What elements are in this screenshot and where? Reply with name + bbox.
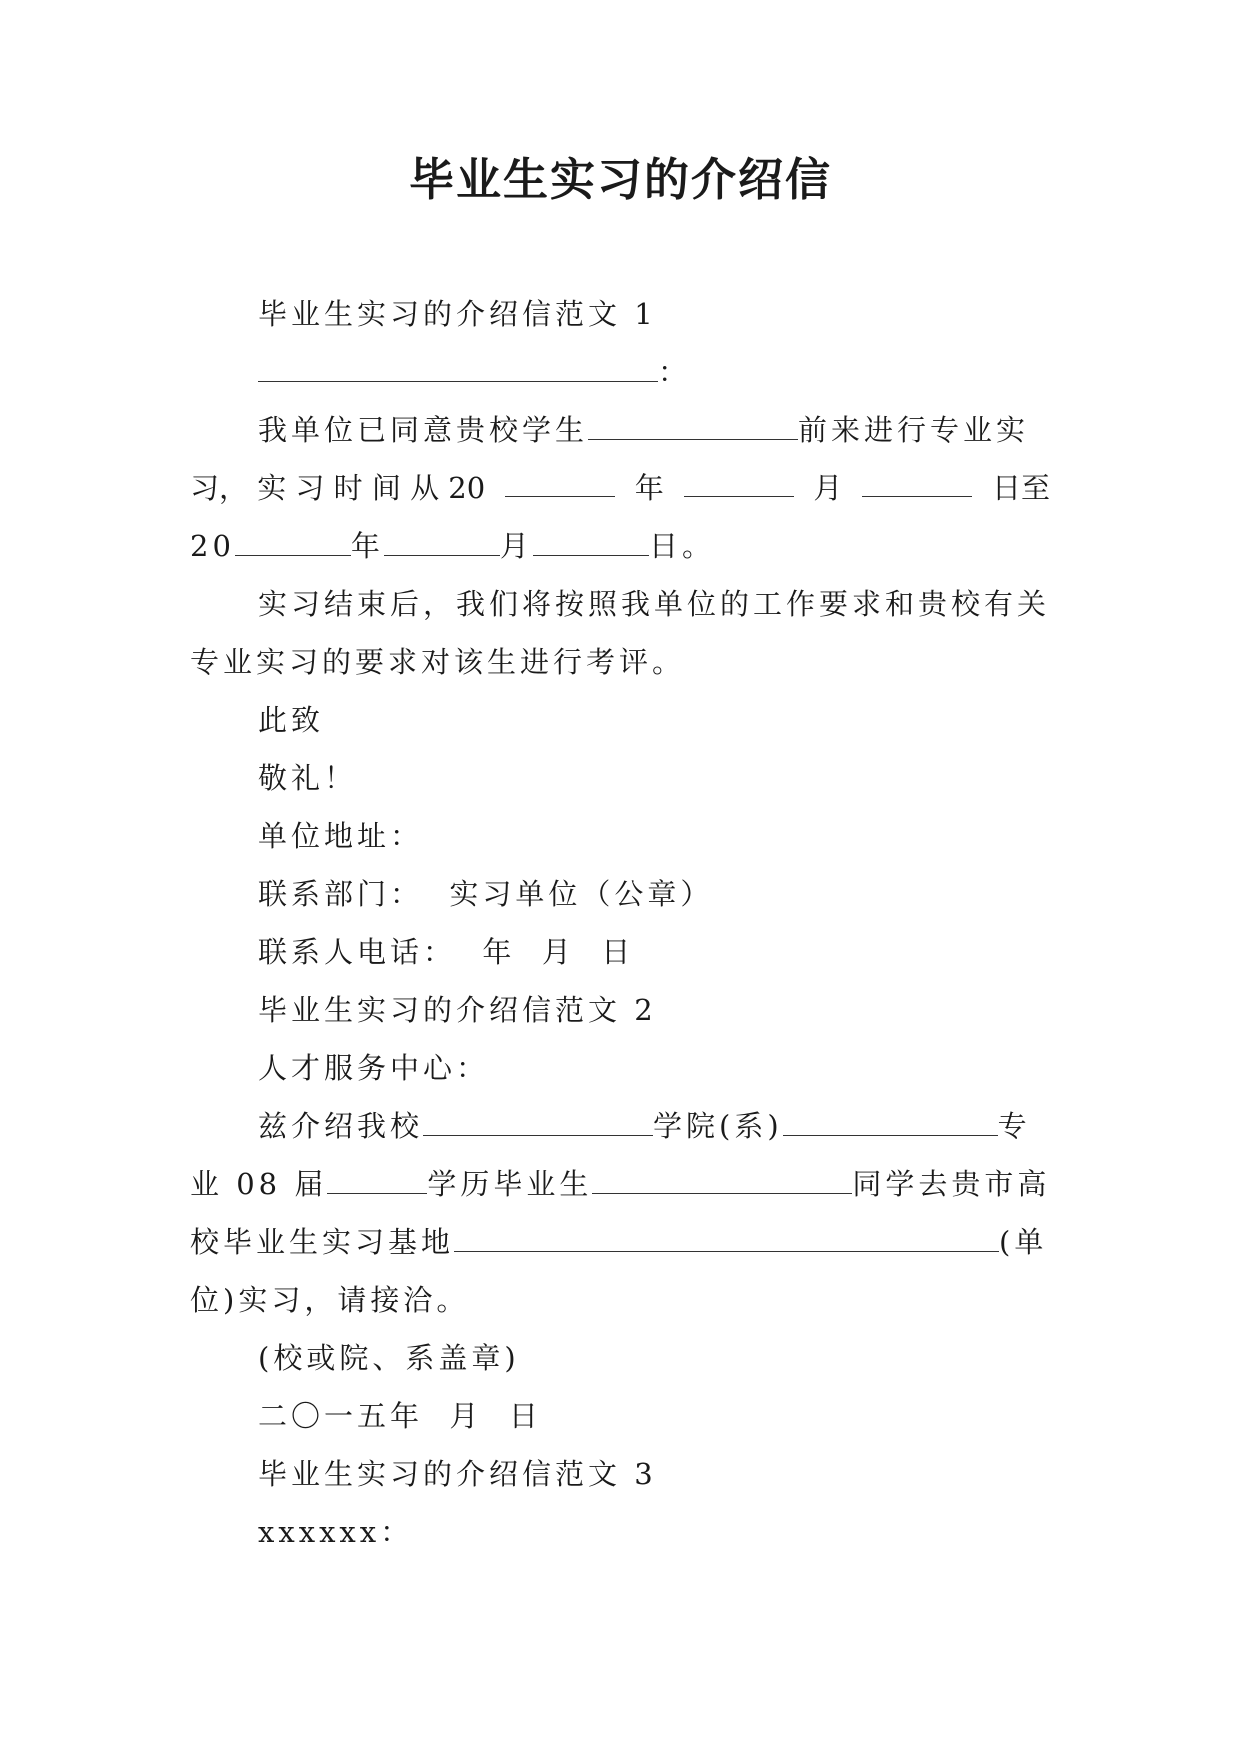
sample1-body-line-3: 20 年 月 日。 [190,529,715,563]
college-blank [423,1107,653,1136]
sample1-phone: 联系人电话： 年 月 日 [258,935,635,969]
sample1-body-line-4: 实习结束后，我们将按照我单位的工作要求和贵校有关 [258,587,1051,621]
sample1-body-line-2: 习， 实 习 时 间 从 20 年 月 日至 [190,468,1050,508]
sample1-body-line-1: 我单位已同意贵校学生 前来进行专业实 [258,413,1030,447]
sample2-body-line-1: 兹介绍我校 学院(系) 专 [258,1109,1031,1143]
start-month-blank [684,468,794,497]
sample2-salutation: 人才服务中心： [258,1051,490,1085]
end-year-blank [235,527,351,556]
sample2-body-line-3: 校毕业生实习基地 (单 [190,1225,1048,1259]
start-day-blank [862,468,972,497]
sample2-body-line-2: 业 08 届 学历毕业生 同学去贵市高 [190,1167,1051,1201]
degree-blank [327,1165,427,1194]
sample2-seal: (校或院、系盖章) [258,1341,520,1375]
student-name-blank [588,411,798,440]
sample2-body-line-4: 位)实习，请接洽。 [190,1283,470,1317]
major-blank [783,1107,998,1136]
recipient-blank [258,353,658,382]
sample1-closing-2: 敬礼！ [258,761,358,795]
sample3-salutation: xxxxxx： [258,1515,414,1549]
sample1-address: 单位地址： [258,819,424,853]
sample3-heading: 毕业生实习的介绍信范文 3 [258,1457,657,1491]
document-title: 毕业生实习的介绍信 [408,153,832,206]
graduate-name-blank [592,1165,852,1194]
sample1-body-line-5: 专业实习的要求对该生进行考评。 [190,645,686,679]
sample1-heading: 毕业生实习的介绍信范文 1 [258,297,657,331]
start-year-blank [505,468,615,497]
sample1-closing-1: 此致 [258,703,325,737]
end-month-blank [384,527,500,556]
end-day-blank [533,527,649,556]
sample2-heading: 毕业生实习的介绍信范文 2 [258,993,657,1027]
base-blank [454,1223,999,1252]
sample1-salutation: ： [258,352,691,392]
sample1-department: 联系部门： 实习单位（公章） [258,877,714,911]
sample2-date: 二〇一五年 月 日 [258,1399,542,1433]
